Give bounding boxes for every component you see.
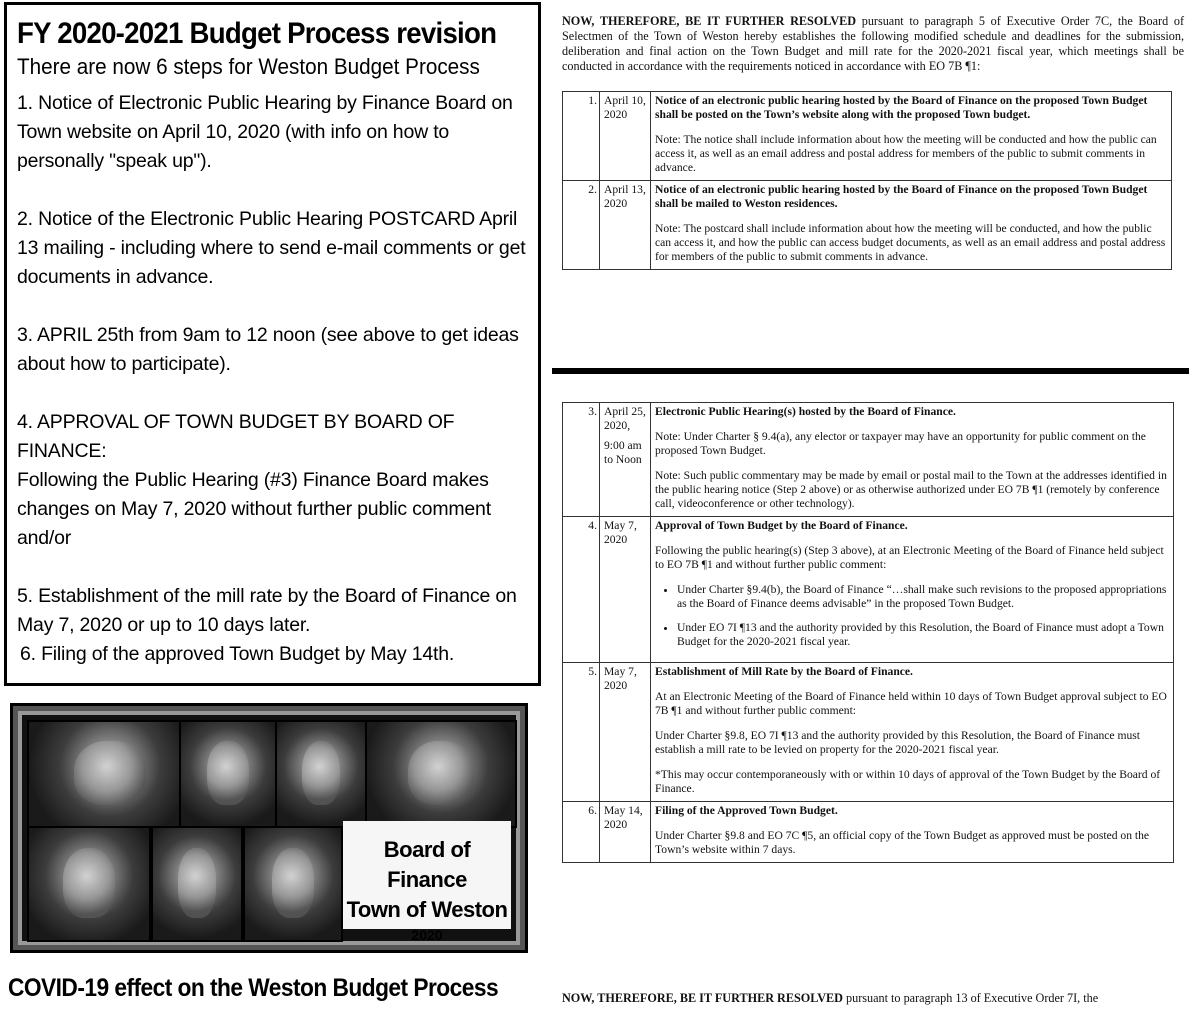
row-number: 1. [563, 92, 600, 181]
row-bullet: • Under EO 7I ¶13 and the authority provided by this Resolution, the Board of Finance must adopt a Town Budget for the 2020-2021 fiscal year. [677, 621, 1169, 649]
summary-subtitle: There are now 6 steps for Weston Budget Process [17, 54, 480, 79]
caption: COVID-19 effect on the Weston Budget Process [8, 974, 499, 1002]
row-note: Note: Under Charter § 9.4(a), any elector or taxpayer may have an opportunity for public comment on the proposed Town Budget. [655, 430, 1146, 457]
summary-step-4-text: Following the Public Hearing (#3) Finance Board makes changes on May 7, 2020 without further public comment and/or [17, 469, 491, 549]
summary-title: FY 2020-2021 Budget Process revision [17, 17, 497, 50]
row-date: May 7, 2020 [600, 517, 651, 663]
row-heading: Filing of the Approved Town Budget. [655, 804, 838, 817]
photo-collage [10, 703, 528, 953]
row-bullet: • Under Charter §9.4(b), the Board of Finance “…shall make such revisions to the proposed appropriations as the Board of Finance deems advisable” in the proposed Town Budget. [677, 583, 1169, 611]
summary-step-5 [17, 582, 538, 640]
resolution-intro-bold: NOW, THEREFORE, BE IT FURTHER RESOLVED [562, 14, 857, 28]
row-note: Note: The postcard shall include information about how the meeting will be conducted, and how the public can access it, and how the public can access budget documents, as well as an email address and postal address for members of the public to submit comments in advance. [655, 222, 1166, 263]
divider [552, 368, 1189, 374]
row-number: 2. [563, 181, 600, 270]
summary-step-3-text: 3. APRIL 25th from 9am to 12 noon (see above to get ideas about how to participate). [17, 324, 519, 375]
collage-line-2: Town of Weston [346, 897, 508, 922]
row-note: Note: Such public commentary may be made by email or postal mail to the Town at the addresses identified in the public hearing notice (Step 2 above) or as otherwise authorized under EO 7B ¶1 (remotely by conference call, videoconference or other technology). [655, 469, 1167, 510]
row-number: 5. [563, 663, 600, 802]
row-body [651, 663, 1174, 802]
row-heading: Notice of an electronic public hearing hosted by the Board of Finance on the proposed Town Budget shall be posted on the Town’s website along with the proposed Town budget. [655, 94, 1148, 121]
row-note: At an Electronic Meeting of the Board of Finance held within 10 days of Town Budget approval subject to EO 7B ¶1 and without further public comment: [655, 690, 1167, 717]
member-photo [243, 826, 343, 942]
resolution-intro [562, 14, 1184, 74]
resolution-outro-text: pursuant to paragraph 13 of Executive Order 7I, the [842, 991, 1099, 1005]
member-photo [151, 826, 243, 942]
row-body [651, 403, 1174, 517]
row-date: May 14, 2020 [600, 802, 651, 863]
row-heading: Establishment of Mill Rate by the Board of Finance. [655, 665, 913, 678]
summary-step-1-text: 1. Notice of Electronic Public Hearing by Finance Board on Town website on April 10, 2020 (with info on how to personally "speak up"). [17, 92, 513, 172]
summary-box [4, 2, 541, 686]
member-photo [179, 720, 277, 828]
row-number: 3. [563, 403, 600, 517]
summary-step-5-text: 5. Establishment of the mill rate by the Board of Finance on May 7, 2020 or up to 10 days later. [17, 585, 517, 636]
summary-step-3 [17, 321, 538, 379]
summary-step-4 [17, 408, 538, 553]
row-note: Following the public hearing(s) (Step 3 above), at an Electronic Meeting of the Board of Finance held subject to EO 7B ¶1 and without further public comment: [655, 544, 1164, 571]
row-time: 9:00 am to Noon [604, 439, 642, 466]
row-date-value: April 25, 2020, [604, 405, 646, 432]
collage-line-1: Board of Finance [383, 837, 471, 892]
table-row [563, 802, 1174, 863]
row-body [651, 802, 1174, 863]
table-row [563, 403, 1174, 517]
member-photo [27, 826, 151, 942]
table-row [563, 517, 1174, 663]
row-heading: Notice of an electronic public hearing hosted by the Board of Finance on the proposed Town Budget shall be mailed to Weston residences. [655, 183, 1148, 210]
member-photo-face [408, 741, 473, 805]
table-row [563, 181, 1172, 270]
summary-step-2 [17, 205, 538, 292]
row-body [651, 92, 1172, 181]
member-photo-face [63, 848, 116, 917]
schedule-table-top [562, 91, 1172, 270]
member-photo-face [272, 848, 314, 917]
member-photo-face [302, 741, 341, 805]
summary-step-2-text: 2. Notice of the Electronic Public Hearing POSTCARD April 13 mailing - including where to send e-mail comments or get documents in advance. [17, 208, 526, 288]
row-heading: Approval of Town Budget by the Board of Finance. [655, 519, 908, 532]
row-note: Under Charter §9.8, EO 7I ¶13 and the authority provided by this Resolution, the Board of Finance must establish a mill rate to be levied on property for the 2020-2021 fiscal year. [655, 729, 1141, 756]
table-row [563, 663, 1174, 802]
row-heading: Electronic Public Hearing(s) hosted by the Board of Finance. [655, 405, 956, 418]
row-number: 6. [563, 802, 600, 863]
collage-year: 2020 [411, 927, 443, 943]
resolution-outro-bold: NOW, THEREFORE, BE IT FURTHER RESOLVED [562, 991, 843, 1005]
row-body [651, 181, 1172, 270]
member-photo-face [74, 741, 145, 805]
row-date [600, 403, 651, 517]
row-note: *This may occur contemporaneously with or within 10 days of approval of the Town Budget by the Board of Finance. [655, 768, 1161, 795]
row-date: May 7, 2020 [600, 663, 651, 802]
member-photo [27, 720, 193, 828]
summary-step-1 [17, 89, 538, 176]
resolution-intro-text: pursuant to paragraph 5 of Executive Order 7C, the Board of Selectmen of the Town of Weston hereby establishes the following modified schedule and deadlines for the submission, deliberation and final action on the Town Budget and mill rate for the 2020-2021 fiscal year, which meetings shall be conducted in accordance with the requirements noticed in accordance with EO 7B ¶1: [562, 14, 1184, 73]
summary-step-6-text: 6. Filing of the approved Town Budget by May 14th. [20, 643, 455, 665]
row-note: Under Charter §9.8 and EO 7C ¶5, an official copy of the Town Budget as approved must be posted on the Town’s website within 7 days. [655, 829, 1150, 856]
resolution-outro [562, 991, 1184, 1006]
row-body [651, 517, 1174, 663]
table-row [563, 92, 1172, 181]
summary-step-4-heading: 4. APPROVAL OF TOWN BUDGET BY BOARD OF FINANCE: [17, 411, 455, 462]
member-photo [365, 720, 517, 828]
member-photo-face [207, 741, 248, 805]
row-date: April 13, 2020 [600, 181, 651, 270]
schedule-table-bottom [562, 402, 1174, 863]
collage-label [343, 821, 511, 943]
summary-step-6 [17, 640, 538, 669]
row-bullet-list [655, 583, 1169, 649]
member-photo-face [178, 848, 217, 917]
row-date: April 10, 2020 [600, 92, 651, 181]
row-note: Note: The notice shall include information about how the meeting will be conducted and how the public can access it, as well as an email address and postal address for members of the public to submit comments in advance. [655, 133, 1157, 174]
row-number: 4. [563, 517, 600, 663]
member-photo [275, 720, 367, 828]
